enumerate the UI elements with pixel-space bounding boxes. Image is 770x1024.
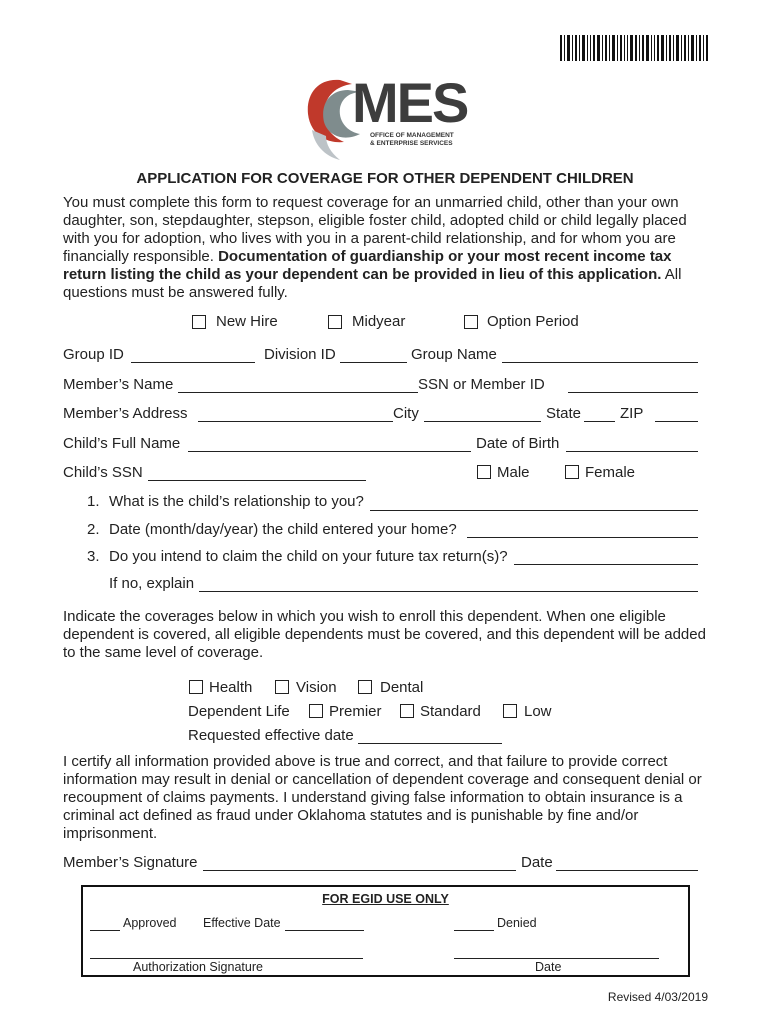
group-id-label: Group ID (63, 346, 124, 363)
authorization-signature-field[interactable] (90, 958, 363, 959)
option-period-label: Option Period (487, 313, 579, 330)
group-name-field[interactable] (502, 362, 698, 363)
intro-lead: You must complete this form to request coverage for an unmarried child, other than your own daughter, son, stepdaughter, stepson, eligible foster child, adopted child or child legally placed with you for adoption, who lives with you in a parent-child relationship, and for whom you are financially responsible. (63, 194, 687, 265)
state-field[interactable] (584, 421, 615, 422)
vision-label: Vision (296, 679, 337, 696)
health-label: Health (209, 679, 253, 696)
zip-field[interactable] (655, 421, 698, 422)
zip-label: ZIP (620, 405, 644, 422)
midyear-checkbox[interactable] (328, 315, 342, 329)
page-title: APPLICATION FOR COVERAGE FOR OTHER DEPENDENT CHILDREN (136, 170, 634, 187)
state-label: State (546, 405, 582, 422)
question-2-field[interactable] (467, 537, 698, 538)
egid-date-field[interactable] (454, 958, 659, 959)
egid-use-only-box (81, 885, 690, 977)
female-checkbox[interactable] (565, 465, 579, 479)
city-label: City (393, 405, 419, 422)
vision-checkbox[interactable] (275, 680, 289, 694)
explain-field[interactable] (199, 591, 698, 592)
effective-date-field[interactable] (285, 930, 364, 931)
question-3-field[interactable] (514, 564, 698, 565)
date-of-birth-field[interactable] (566, 451, 698, 452)
male-label: Male (497, 464, 530, 481)
premier-label: Premier (329, 703, 382, 720)
new-hire-checkbox[interactable] (192, 315, 206, 329)
explain-label: If no, explain (109, 575, 195, 592)
health-checkbox[interactable] (189, 680, 203, 694)
question-1-text: What is the child’s relationship to you? (109, 493, 364, 510)
midyear-label: Midyear (352, 313, 406, 330)
members-name-label: Member’s Name (63, 376, 174, 393)
ssn-member-id-field[interactable] (568, 392, 698, 393)
childs-full-name-label: Child’s Full Name (63, 435, 181, 452)
omes-logo (300, 72, 475, 162)
question-3-text: Do you intend to claim the child on your future tax return(s)? (109, 548, 508, 565)
requested-effective-date-label: Requested effective date (188, 727, 354, 744)
intro-paragraph (63, 194, 713, 302)
approved-label: Approved (123, 916, 177, 930)
intro-bold: Documentation of guardianship or your most recent income tax return listing the child as your dependent can be provided in lieu of this application. (63, 248, 672, 283)
members-address-label: Member’s Address (63, 405, 188, 422)
logo-org-line1: OFFICE OF MANAGEMENT (370, 132, 454, 139)
dental-checkbox[interactable] (358, 680, 372, 694)
group-name-label: Group Name (411, 346, 497, 363)
city-field[interactable] (424, 421, 541, 422)
effective-date-label: Effective Date (203, 916, 281, 930)
division-id-label: Division ID (264, 346, 336, 363)
certification-paragraph: I certify all information provided above is true and correct, and that failure to provide correct information may result in denial or cancellation of dependent coverage and consequent denial or recoupment of claims payments. I understand giving false information to obtain insurance is a criminal act defined as fraud under Oklahoma statutes and is punishable by fine and/or imprisonment. (63, 753, 702, 842)
egid-date-label: Date (535, 960, 562, 974)
childs-ssn-label: Child’s SSN (63, 464, 143, 481)
standard-checkbox[interactable] (400, 704, 414, 718)
childs-full-name-field[interactable] (188, 451, 471, 452)
logo-org-line2: & ENTERPRISE SERVICES (370, 140, 453, 147)
dental-label: Dental (380, 679, 424, 696)
revision-date: Revised 4/03/2019 (607, 990, 708, 1004)
low-checkbox[interactable] (503, 704, 517, 718)
male-checkbox[interactable] (477, 465, 491, 479)
division-id-field[interactable] (340, 362, 407, 363)
members-name-field[interactable] (178, 392, 418, 393)
denied-field[interactable] (454, 930, 494, 931)
intro-tail: All questions must be answered fully. (63, 266, 682, 301)
signature-date-label: Date (521, 854, 553, 871)
signature-date-field[interactable] (556, 870, 698, 871)
logo-brand: MES (352, 71, 468, 134)
date-of-birth-label: Date of Birth (476, 435, 560, 452)
question-3-number: 3. (87, 548, 100, 565)
members-address-field[interactable] (198, 421, 393, 422)
authorization-signature-label: Authorization Signature (133, 960, 263, 974)
approved-field[interactable] (90, 930, 120, 931)
ssn-member-id-label: SSN or Member ID (418, 376, 545, 393)
coverage-intro: Indicate the coverages below in which you wish to enroll this dependent. When one eligible dependent is covered, all eligible dependents must be covered, and this dependent will be added to the same level of coverage. (63, 608, 706, 661)
dependent-life-label: Dependent Life (188, 703, 290, 720)
question-1-field[interactable] (370, 510, 698, 511)
denied-label: Denied (497, 916, 537, 930)
new-hire-label: New Hire (216, 313, 278, 330)
members-signature-label: Member’s Signature (63, 854, 198, 871)
female-label: Female (585, 464, 636, 481)
requested-effective-date-field[interactable] (358, 743, 502, 744)
question-1-number: 1. (87, 493, 100, 510)
standard-label: Standard (420, 703, 481, 720)
option-period-checkbox[interactable] (464, 315, 478, 329)
low-label: Low (524, 703, 552, 720)
question-2-text: Date (month/day/year) the child entered your home? (109, 521, 457, 538)
members-signature-field[interactable] (203, 870, 516, 871)
question-2-number: 2. (87, 521, 100, 538)
childs-ssn-field[interactable] (148, 480, 366, 481)
group-id-field[interactable] (131, 362, 255, 363)
barcode (560, 35, 708, 61)
egid-heading: FOR EGID USE ONLY (322, 892, 449, 906)
premier-checkbox[interactable] (309, 704, 323, 718)
